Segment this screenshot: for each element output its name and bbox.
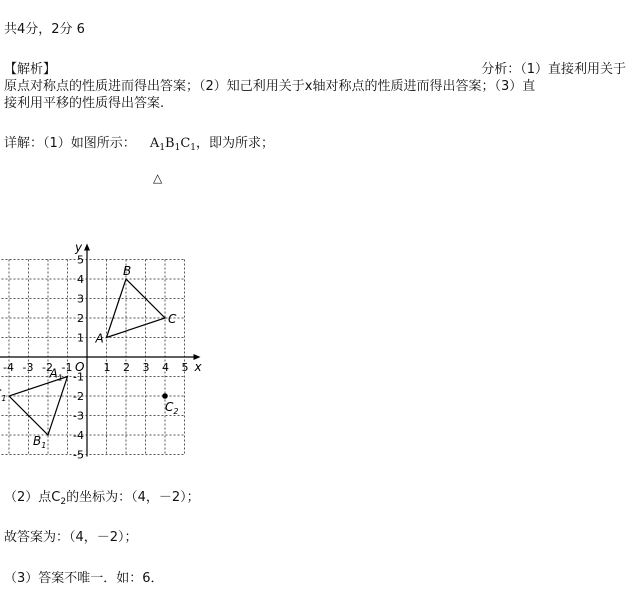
x-tick-label: -2 xyxy=(42,361,53,374)
answer-line: 故答案为：（4，－2）； xyxy=(4,530,138,545)
detail-line xyxy=(4,136,274,156)
part3-line: （3）答案不唯一．如：6． xyxy=(4,571,164,586)
axes xyxy=(0,241,203,457)
point-label-b: B xyxy=(123,264,132,278)
triangle-a1b1c1 xyxy=(9,377,68,436)
x-tick-label: -1 xyxy=(61,361,73,374)
point-label-c1: 1 xyxy=(1,394,7,403)
point-label-c2: $C_2$ xyxy=(165,400,179,416)
x-tick-label: 1 xyxy=(103,361,111,374)
y-tick-label: 3 xyxy=(77,292,84,306)
y-axis-arrow xyxy=(84,244,90,251)
analysis-label: 【解析】 xyxy=(4,62,57,77)
analysis-intro: 分析：（1）直接利用关于 xyxy=(481,62,626,77)
point-label-a: A xyxy=(95,331,104,346)
y-axis-label: y xyxy=(75,240,83,255)
y-tick-label: -2 xyxy=(73,390,84,403)
triangle-abc xyxy=(107,279,166,338)
y-tick-label: 2 xyxy=(77,312,84,325)
triangle-symbol: △ xyxy=(153,171,163,185)
analysis-line-3: 接利用平移的性质得出答案. xyxy=(4,96,165,111)
y-tick-label: -3 xyxy=(73,409,84,423)
point-label-c: C xyxy=(168,312,177,326)
y-tick-label: -1 xyxy=(73,370,84,384)
x-tick-label: 2 xyxy=(123,361,130,374)
origin-label: O xyxy=(75,360,85,374)
x-tick-label: 3 xyxy=(142,361,150,374)
detail-prefix: 详解：（1）如图所示： xyxy=(4,136,136,151)
y-tick-label: -4 xyxy=(73,429,84,442)
x-tick-label: -4 xyxy=(3,361,14,374)
point-c2 xyxy=(162,393,168,399)
y-tick-label: 1 xyxy=(77,331,84,345)
detail-suffix: ，即为所求； xyxy=(196,136,275,151)
point-label-b1: $B_1$ xyxy=(33,434,47,450)
part2-line: （2）点$C_2$的坐标为：（4，－2）； xyxy=(4,490,200,507)
coordinate-plot xyxy=(0,232,630,472)
x-tick-label: -3 xyxy=(22,361,34,374)
x-axis-label: x xyxy=(194,360,202,374)
triangle-a1b1c1-label: $A_1B_1C_1$ xyxy=(149,136,197,153)
x-tick-label: 5 xyxy=(181,361,189,374)
y-tick-label: -5 xyxy=(73,448,84,462)
analysis-line-2: 原点对称点的性质进而得出答案；（2）知己利用关于x轴对称点的性质进而得出答案；（3）直 xyxy=(4,79,536,94)
y-tick-label: 4 xyxy=(77,273,84,286)
x-tick-label: 4 xyxy=(162,361,169,374)
y-tick-label: 5 xyxy=(77,253,84,267)
point-label-a1: $A_1$ xyxy=(49,366,63,383)
score-header: 共4分，2分 6 xyxy=(4,22,85,37)
